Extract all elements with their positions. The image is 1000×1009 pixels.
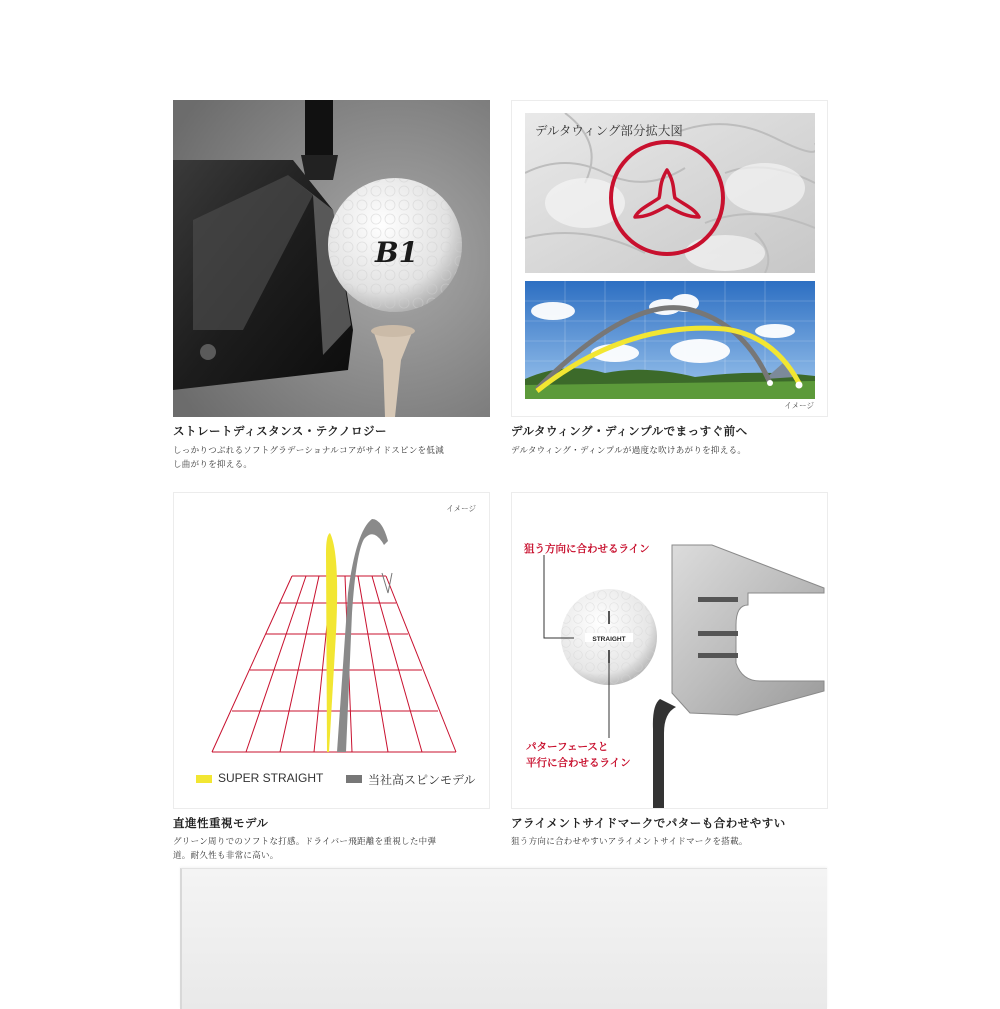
panel4-body-line1: 狙う方向に合わせやすいアライメントサイドマークを搭載。: [511, 837, 748, 847]
ball-straight-mark: STRAIGHT: [592, 636, 626, 643]
straightness-diagram: [173, 492, 490, 809]
panel3-body-line2: 道。耐久性も非常に高い。: [173, 851, 279, 861]
delta-wing-zoom-image: [525, 113, 815, 273]
zoom-label: デルタウィング部分拡大図: [535, 123, 683, 138]
driver-ball-photo: [173, 100, 490, 417]
legend-yellow-swatch: [196, 775, 212, 783]
legend-gray-swatch: [346, 775, 362, 783]
trajectory-photo: [525, 281, 815, 399]
legend-yellow-label: SUPER STRAIGHT: [218, 771, 324, 785]
panel3-image-note: イメージ: [446, 504, 476, 513]
legend-gray-label: 当社高スピンモデル: [368, 773, 476, 787]
callout-top: 狙う方向に合わせるライン: [524, 543, 650, 555]
panel3-body-line1: グリーン周りでのソフトな打感。ドライバー飛距離を重視した中弾: [173, 837, 437, 847]
callout-bottom-line1: パターフェースと: [526, 741, 609, 753]
panel1-body-line1: しっかりつぶれるソフトグラデーショナルコアがサイドスピンを低減: [173, 446, 445, 456]
panel3-title: 直進性重視モデル: [173, 816, 269, 830]
panel4-title: アライメントサイドマークでパターも合わせやすい: [511, 816, 786, 830]
bottom-product-box: [180, 868, 827, 1009]
panel2-title: デルタウィング・ディンプルでまっすぐ前へ: [511, 424, 748, 438]
panel1-title: ストレートディスタンス・テクノロジー: [173, 424, 388, 438]
panel1-body-line2: し曲がりを抑える。: [173, 460, 253, 470]
ball-logo: B1: [375, 236, 419, 269]
delta-wing-panel: [511, 100, 828, 417]
putter-alignment-panel: [511, 492, 828, 809]
panel2-body-line1: デルタウィング・ディンプルが過度な吹けあがりを抑える。: [511, 446, 747, 456]
callout-bottom-line2: 平行に合わせるライン: [526, 757, 631, 769]
panel2-image-note: イメージ: [784, 401, 814, 410]
